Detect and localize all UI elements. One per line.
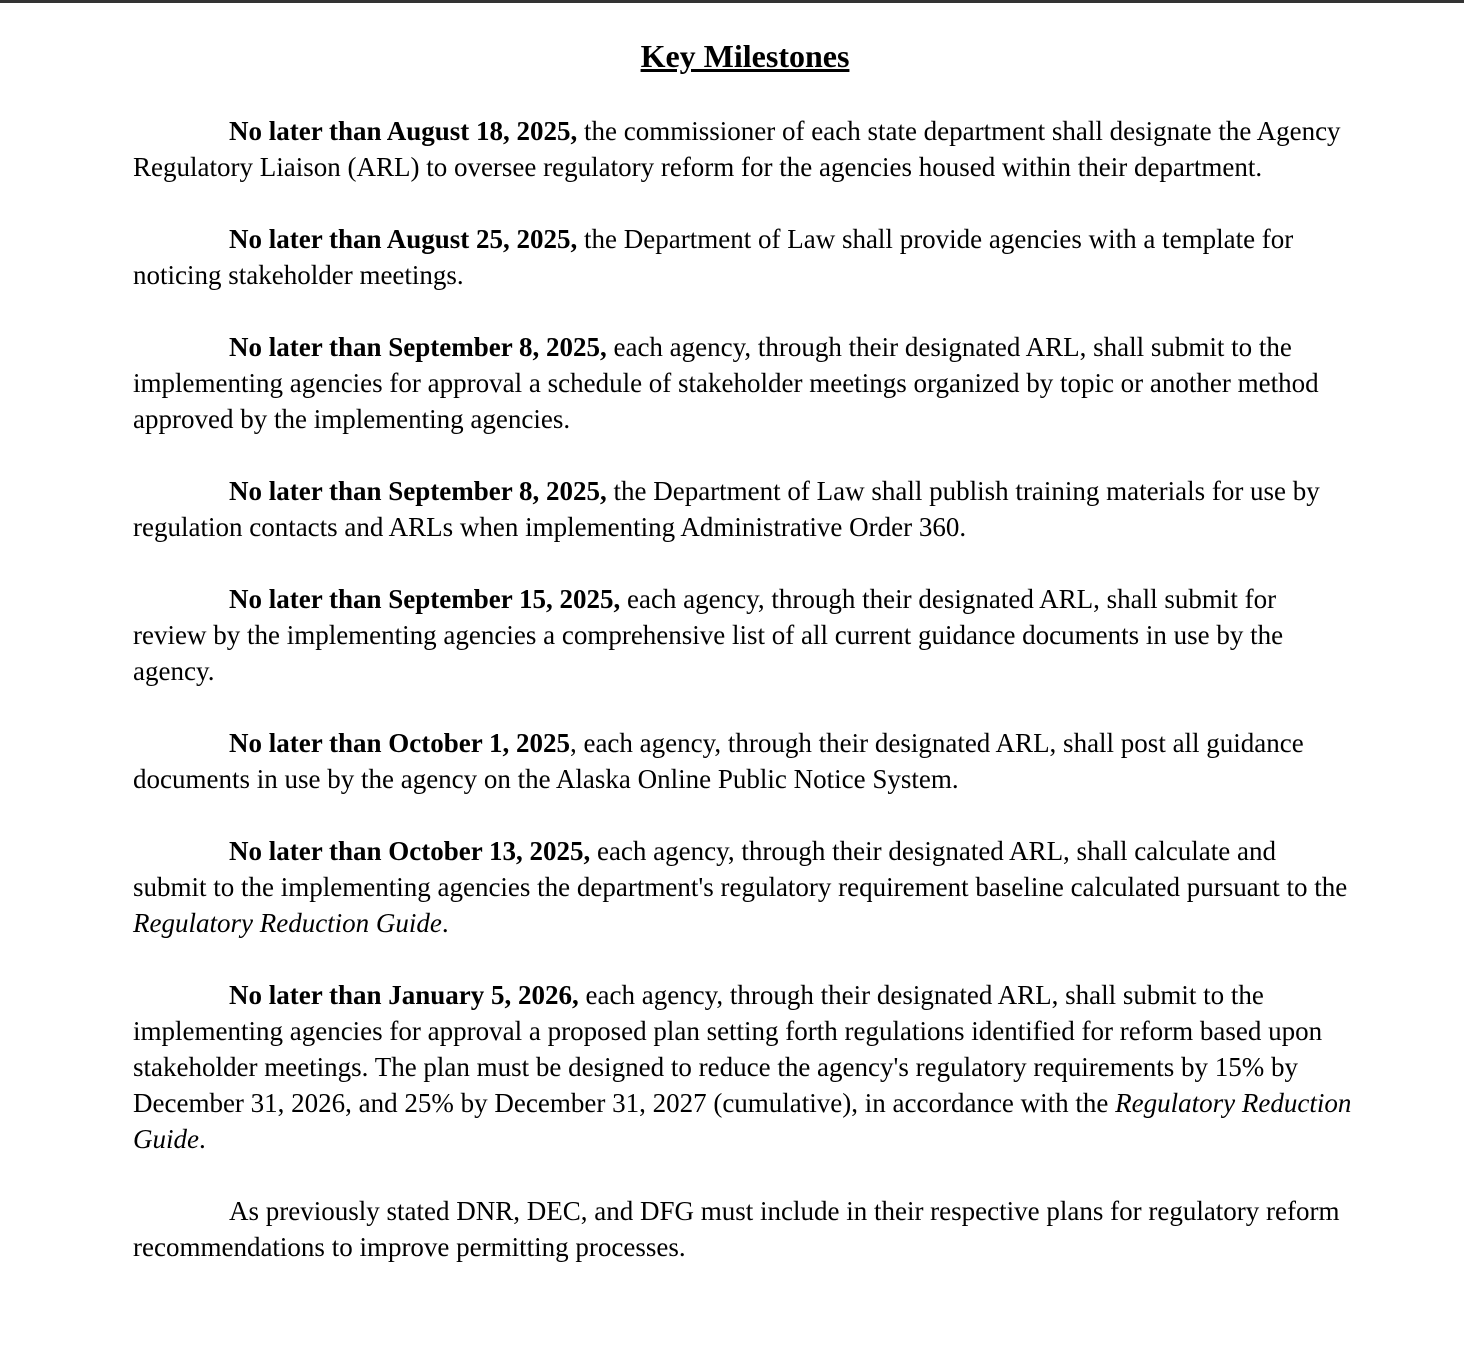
paragraph-text: each agency, through their designated ARL, shall calculate and submit to the implementing agencies the department's regulatory requirement baseline calculated pursuant to the	[133, 836, 1348, 902]
milestone-paragraph	[133, 329, 1355, 437]
paragraph-text: each agency, through their designated ARL, shall submit for review by the implementing agencies a comprehensive list of all current guidance documents in use by the agency.	[133, 584, 1284, 686]
paragraph-text: As previously stated DNR, DEC, and DFG must include in their respective plans for regulatory reform recommendations to improve permitting processes.	[133, 1196, 1340, 1262]
paragraph-text: the commissioner of each state department shall designate the Agency Regulatory Liaison (ARL) to oversee regulatory reform for the agencies housed within their department.	[133, 116, 1341, 182]
guide-title: Regulatory Reduction Guide	[133, 1088, 1352, 1154]
paragraph-text: each agency, through their designated ARL, shall submit to the implementing agencies for approval a proposed plan setting forth regulations identified for reform based upon stakeholder meetings. The plan must be designed to reduce the agency's regulatory requirements by 15% by December 31, 2026, and 25% by December 31, 2027 (cumulative), in accordance with the	[133, 980, 1323, 1118]
deadline: No later than August 25, 2025,	[229, 224, 578, 254]
deadline: No later than September 15, 2025,	[229, 584, 621, 614]
milestone-paragraph	[133, 833, 1355, 941]
page-title: Key Milestones	[640, 38, 850, 74]
deadline: No later than August 18, 2025,	[229, 116, 578, 146]
guide-title: Regulatory Reduction Guide	[133, 908, 442, 938]
paragraph-text: the Department of Law shall publish training materials for use by regulation contacts and ARLs when implementing Administrative Order 360.	[133, 476, 1320, 542]
paragraph-text: , each agency, through their designated ARL, shall post all guidance documents in use by the agency on the Alaska Online Public Notice System.	[133, 728, 1304, 794]
milestone-paragraph	[133, 581, 1355, 689]
deadline: No later than January 5, 2026,	[229, 980, 579, 1010]
milestone-paragraph	[133, 473, 1355, 545]
top-border	[0, 0, 1464, 3]
milestone-paragraph	[133, 725, 1355, 797]
deadline: No later than October 1, 2025	[229, 728, 570, 758]
paragraph-end: .	[441, 908, 449, 938]
paragraph-text: the Department of Law shall provide agencies with a template for noticing stakeholder meetings.	[133, 224, 1294, 290]
paragraph-end: .	[198, 1124, 206, 1154]
deadline: No later than September 8, 2025,	[229, 332, 607, 362]
milestone-paragraph	[133, 113, 1355, 185]
document-body	[133, 113, 1355, 1301]
milestone-paragraph	[133, 977, 1355, 1157]
closing-paragraph	[133, 1193, 1355, 1265]
milestone-paragraph	[133, 221, 1355, 293]
deadline: No later than October 13, 2025,	[229, 836, 591, 866]
deadline: No later than September 8, 2025,	[229, 476, 607, 506]
paragraph-text: each agency, through their designated ARL, shall submit to the implementing agencies for approval a schedule of stakeholder meetings organized by topic or another method approved by the implementing agencies.	[133, 332, 1319, 434]
